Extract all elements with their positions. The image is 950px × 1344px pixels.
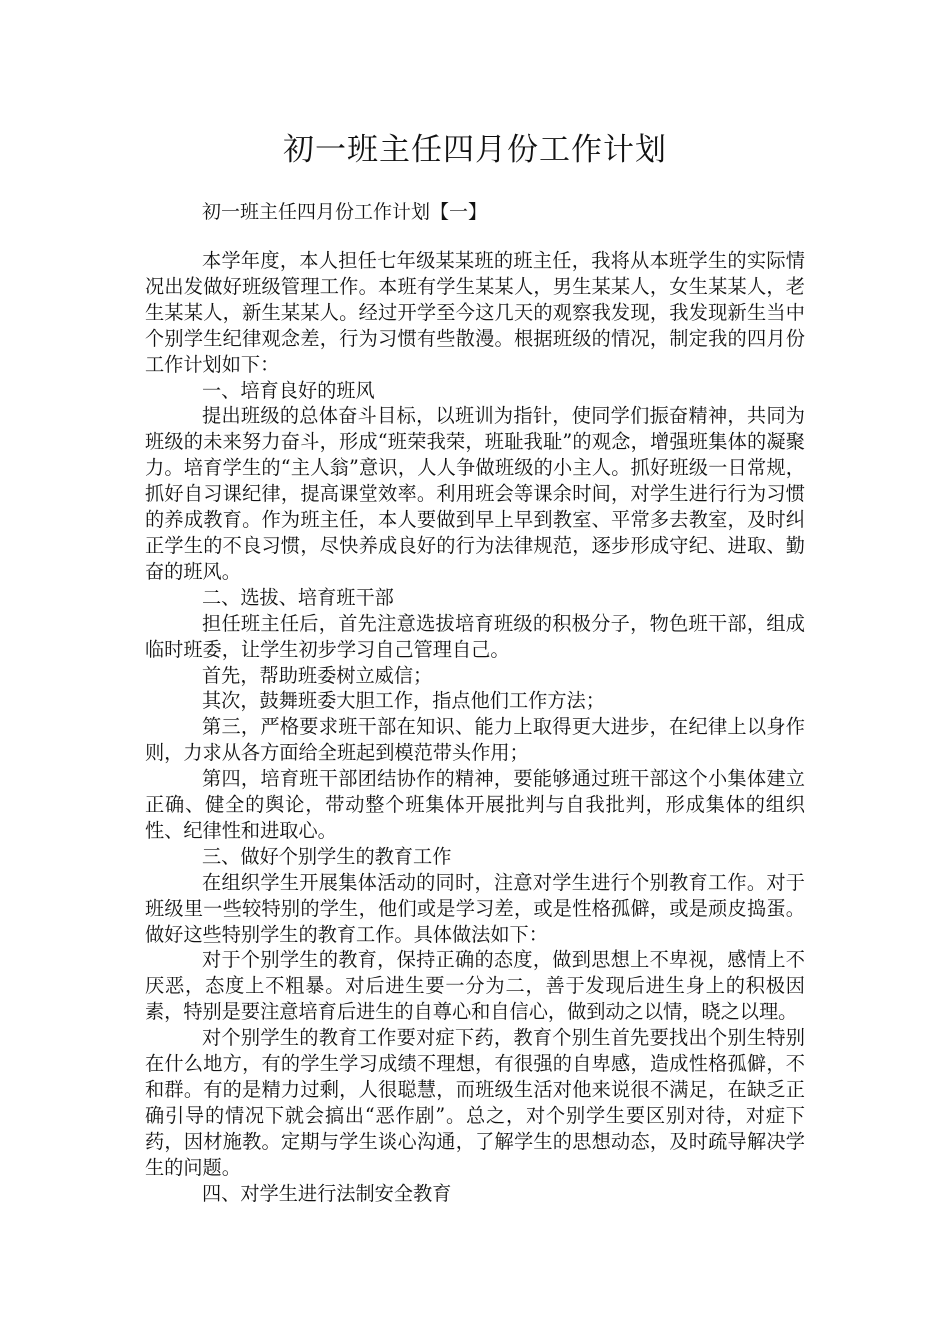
list-item-third: 第三，严格要求班干部在知识、能力上取得更大进步，在纪律上以身作则，力求从各方面给全班起到模范带头作用； (145, 715, 805, 765)
list-item-second: 其次，鼓舞班委大胆工作，指点他们工作方法； (202, 689, 605, 713)
paragraph-attitude: 对于个别学生的教育，保持正确的态度，做到思想上不卑视，感情上不厌恶，态度上不粗暴。对后进生要一分为二，善于发现后进生身上的积极因素，特别是要注意培育后进生的自尊心和自信心，做到动之以情，晓之以理。 (145, 948, 805, 1024)
document-subtitle: 初一班主任四月份工作计划【一】 (202, 201, 488, 223)
document-title: 初一班主任四月份工作计划 (283, 132, 667, 168)
document-body (145, 248, 805, 1207)
paragraph-cadre-selection: 担任班主任后，首先注意选拔培育班级的积极分子，物色班干部，组成临时班委，让学生初步学习自己管理自己。 (145, 611, 805, 661)
section-heading-3: 三、做好个别学生的教育工作 (202, 844, 452, 868)
section-heading-2: 二、选拔、培育班干部 (202, 585, 394, 609)
paragraph-individual-education: 在组织学生开展集体活动的同时，注意对学生进行个别教育工作。对于班级里一些较特别的学生，他们或是学习差，或是性格孤僻，或是顽皮捣蛋。做好这些特别学生的教育工作。具体做法如下： (145, 870, 805, 946)
paragraph-intro: 本学年度，本人担任七年级某某班的班主任，我将从本班学生的实际情况出发做好班级管理工作。本班有学生某某人，男生某某人，女生某某人，老生某某人，新生某某人。经过开学至今这几天的观察我发现，我发现新生当中个别学生纪律观念差，行为习惯有些散漫。根据班级的情况，制定我的四月份工作计划如下： (145, 249, 805, 376)
section-heading-1: 一、培育良好的班风 (202, 378, 375, 402)
section-heading-4: 四、对学生进行法制安全教育 (202, 1181, 452, 1205)
list-item-first: 首先，帮助班委树立威信； (202, 663, 433, 687)
list-item-fourth: 第四，培育班干部团结协作的精神，要能够通过班干部这个小集体建立正确、健全的舆论，带动整个班集体开展批判与自我批判，形成集体的组织性、纪律性和进取心。 (145, 767, 805, 842)
paragraph-class-spirit: 提出班级的总体奋斗目标，以班训为指针，使同学们振奋精神，共同为班级的未来努力奋斗，形成“班荣我荣，班耻我耻”的观念，增强班集体的凝聚力。培育学生的“主人翁”意识，人人争做班级的小主人。抓好班级一日常规，抓好自习课纪律，提高课堂效率。利用班会等课余时间，对学生进行行为习惯的养成教育。作为班主任，本人要做到早上早到教室、平常多去教室，及时纠正学生的不良习惯，尽快养成良好的行为法律规范，逐步形成守纪、进取、勤奋的班风。 (145, 404, 805, 583)
paragraph-targeted-teaching: 对个别学生的教育工作要对症下药，教育个别生首先要找出个别生特别在什么地方，有的学生学习成绩不理想，有很强的自卑感，造成性格孤僻，不和群。有的是精力过剩，人很聪慧，而班级生活对他来说很不满足，在缺乏正确引导的情况下就会搞出“恶作剧”。总之，对个别学生要区别对待，对症下药，因材施教。定期与学生谈心沟通，了解学生的思想动态，及时疏导解决学生的问题。 (145, 1026, 805, 1179)
